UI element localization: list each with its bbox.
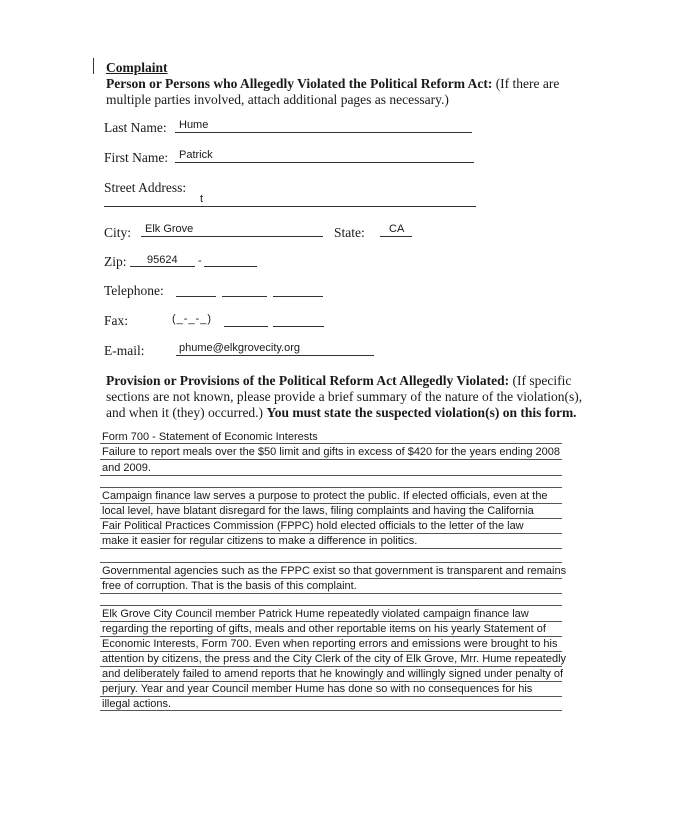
- narrative-line: regarding the reporting of gifts, meals and other reportable items on his yearly Statement of: [102, 623, 546, 635]
- zip-underline: [130, 266, 195, 267]
- zip-ext-underline: [204, 266, 257, 267]
- narrative-rule: [100, 578, 562, 579]
- city-underline: [141, 236, 323, 237]
- provisions-line-3-normal: and when it (they) occurred.): [106, 405, 264, 420]
- narrative-rule: [100, 636, 562, 637]
- telephone-area-underline[interactable]: [176, 296, 216, 297]
- narrative-line: attention by citizens, the press and the City Clerk of the city of Elk Grove, Mrr. Hume repeatedly: [102, 653, 567, 665]
- narrative-rule: [100, 593, 562, 594]
- narrative-rule: [100, 533, 562, 534]
- state-value[interactable]: CA: [389, 223, 405, 235]
- narrative-line: Economic Interests, Form 700. Even when reporting errors and emissions were brought to his: [102, 638, 558, 650]
- provisions-heading: Provision or Provisions of the Political Reform Act Allegedly Violated:: [106, 373, 510, 388]
- telephone-label: Telephone:: [104, 283, 164, 298]
- zip-separator: -: [198, 255, 202, 267]
- city-value[interactable]: Elk Grove: [145, 223, 194, 235]
- narrative-rule: [100, 548, 562, 549]
- last-name-underline: [175, 132, 472, 133]
- email-underline: [176, 355, 374, 356]
- narrative-line: perjury. Year and year Council member Hume has done so with no consequences for his: [102, 683, 533, 695]
- narrative-line: Governmental agencies such as the FPPC exist so that government is transparent and remains: [102, 565, 567, 577]
- narrative-rule: [100, 503, 562, 504]
- last-name-label: Last Name:: [104, 120, 167, 135]
- street-address-underline: [104, 206, 476, 207]
- telephone-prefix-underline[interactable]: [222, 296, 267, 297]
- fax-prefix-underline[interactable]: [224, 326, 268, 327]
- narrative-rule: [100, 666, 562, 667]
- narrative-line: Failure to report meals over the $50 limit and gifts in excess of $420 for the years ending 2008: [102, 446, 560, 458]
- telephone-line-underline[interactable]: [273, 296, 323, 297]
- fax-line-underline[interactable]: [273, 326, 324, 327]
- narrative-line: and 2009.: [102, 462, 151, 474]
- intro-bold: Person or Persons who Allegedly Violated the Political Reform Act:: [106, 76, 493, 91]
- fax-value[interactable]: (_-_-_): [172, 313, 213, 325]
- email-label: E-mail:: [104, 343, 145, 358]
- narrative-rule: [100, 605, 562, 606]
- narrative-rule: [100, 562, 562, 563]
- zip-label: Zip:: [104, 254, 127, 269]
- narrative-rule: [100, 459, 562, 460]
- first-name-underline: [175, 162, 474, 163]
- narrative-line: make it easier for regular citizens to make a difference in politics.: [102, 535, 418, 547]
- narrative-rule: [100, 518, 562, 519]
- narrative-rule: [100, 621, 562, 622]
- zip-value[interactable]: 95624: [147, 254, 178, 266]
- intro-line-1: [106, 76, 559, 92]
- provisions-line-3-bold: You must state the suspected violation(s) on this form.: [266, 405, 577, 420]
- narrative-rule: [100, 681, 562, 682]
- narrative-rule: [100, 651, 562, 652]
- first-name-value[interactable]: Patrick: [179, 149, 213, 161]
- provisions-line-2: sections are not known, please provide a brief summary of the nature of the violation(s),: [106, 389, 583, 404]
- street-address-value[interactable]: t: [200, 193, 204, 205]
- narrative-line: and deliberately failed to amend reports that he knowingly and willingly signed under penalty of: [102, 668, 564, 680]
- narrative-line: free of corruption. That is the basis of this complaint.: [102, 580, 357, 592]
- narrative-line: local level, have blatant disregard for the laws, filing complaints and having the California: [102, 505, 534, 517]
- email-value[interactable]: phume@elkgrovecity.org: [179, 342, 301, 354]
- first-name-label: First Name:: [104, 150, 169, 165]
- narrative-rule: [100, 696, 562, 697]
- narrative-rule: [100, 443, 562, 444]
- margin-mark: [93, 58, 94, 74]
- narrative-line: Form 700 - Statement of Economic Interests: [102, 431, 318, 443]
- city-label: City:: [104, 225, 132, 240]
- provisions-line-1: [106, 373, 571, 389]
- provisions-heading-rest: (If specific: [512, 373, 572, 388]
- narrative-line: illegal actions.: [102, 698, 172, 710]
- fax-label: Fax:: [104, 313, 129, 328]
- narrative-rule: [100, 487, 562, 488]
- narrative-rule: [100, 475, 562, 476]
- intro-rest: (If there are: [495, 76, 560, 91]
- last-name-value[interactable]: Hume: [179, 119, 209, 131]
- state-underline: [380, 236, 412, 237]
- street-address-label: Street Address:: [104, 180, 187, 195]
- section-title: Complaint: [106, 60, 168, 75]
- narrative-line: Fair Political Practices Commission (FPPC) hold elected officials to the letter of the law: [102, 520, 524, 532]
- narrative-line: Elk Grove City Council member Patrick Hume repeatedly violated campaign finance law: [102, 608, 529, 620]
- intro-line-2: multiple parties involved, attach additional pages as necessary.): [106, 92, 449, 107]
- state-label: State:: [334, 225, 365, 240]
- narrative-line: Campaign finance law serves a purpose to protect the public. If elected officials, even at the: [102, 490, 548, 502]
- provisions-line-3: [106, 405, 577, 421]
- narrative-rule: [100, 710, 562, 711]
